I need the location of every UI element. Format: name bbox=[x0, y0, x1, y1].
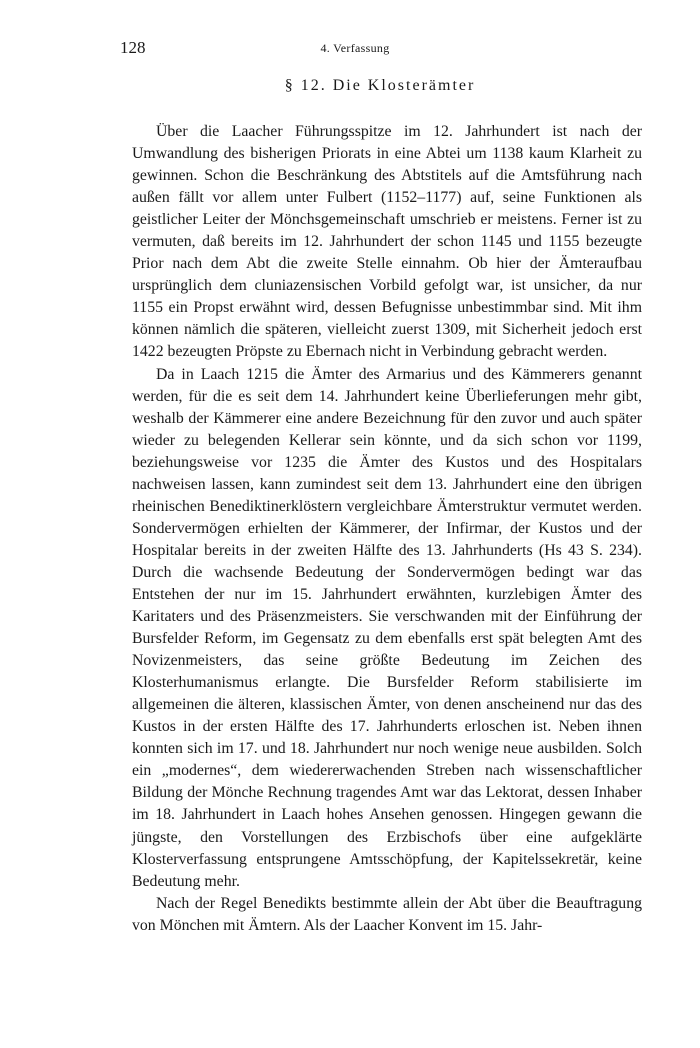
section-title: § 12. Die Klosterämter bbox=[284, 77, 476, 94]
running-head: 4. Verfassung bbox=[320, 41, 390, 55]
page-number: 128 bbox=[120, 38, 146, 57]
paragraph-3: Nach der Regel Benedikts bestimmte allein der Abt über die Beauftragung von Mönchen mit Ämtern. Als der Laacher Konvent im 15. Jahr- bbox=[132, 894, 642, 934]
paragraph-2: Da in Laach 1215 die Ämter des Armarius und des Kämmerers genannt werden, für die es seit dem 14. Jahrhundert keine Überlieferungen mehr gibt, weshalb der Kämmerer eine andere Bezeichnung für den zuvor und auch später wieder zu belegenden Kellerar sein könnte, und da sich schon vor 1199, beziehungsweise vor 1235 die Ämter des Kustos und des Hospitalars nachweisen lassen, kann zumindest seit dem 13. Jahrhundert eine den übrigen rheinischen Benediktinerklöstern vergleichbare Ämterstruktur vermutet werden. Sondervermögen erhielten der Kämmerer, der Infirmar, der Kustos und der Hospitalar bereits in der zweiten Hälfte des 13. Jahrhunderts (Hs 43 S. 234). Durch die wachsende Bedeutung der Sondervermögen bedingt war das Entstehen der nur im 15. Jahrhundert erwähnten, kurzlebigen Ämter des Karitaters und des Präsenzmeisters. Sie verschwanden mit der Einführung der Bursfelder Reform, im Gegensatz zu dem ebenfalls erst spät belegten Amt des Novizenmeisters, das seine größte Bedeutung im Zeichen des Klosterhumanismus erlangte. Die Bursfelder Reform stabilisierte im allgemeinen die älteren, klassischen Ämter, von denen anscheinend nur das des Kustos in der ersten Hälfte des 17. Jahrhunderts erloschen ist. Neben ihnen konnten sich im 17. und 18. Jahrhundert nur noch wenige neue ausbilden. Solch ein „modernes“, dem wiedererwachenden Streben nach wissenschaftlicher Bildung der Mönche Rechnung tragendes Amt war das Lektorat, dessen Inhaber im 18. Jahrhundert in Laach hohes Ansehen genossen. Hingegen gewann die jüngste, den Vorstellungen des Erzbischofs über eine aufgeklärte Klosterverfassung entsprungene Amtsschöpfung, der Kapitelssekretär, keine Bedeutung mehr. bbox=[132, 365, 642, 890]
paragraph-1: Über die Laacher Führungsspitze im 12. Jahrhundert ist nach der Umwandlung des bisherigen Priorats in eine Abtei um 1138 kaum Klarheit zu gewinnen. Schon die Beschränkung des Abtstitels auf die Amtsführung nach außen fällt vor allem unter Fulbert (1152–1177) auf, seine Funktionen als geistlicher Leiter der Mönchsgemeinschaft umschrieb er meistens. Ferner ist zu vermuten, daß bereits im 12. Jahrhundert der schon 1145 und 1155 bezeugte Prior nach dem Abt die zweite Stelle einnahm. Ob hier der Ämteraufbau ursprünglich dem cluniazensischen Vorbild gefolgt war, ist unsicher, da nur 1155 ein Propst erwähnt wird, dessen Befugnisse unbestimmbar sind. Mit ihm können nämlich die späteren, vielleicht zuerst 1309, mit Sicherheit jedoch erst 1422 bezeugten Pröpste zu Ebernach nicht in Verbindung gebracht werden. bbox=[132, 123, 642, 361]
body-text bbox=[132, 121, 642, 937]
